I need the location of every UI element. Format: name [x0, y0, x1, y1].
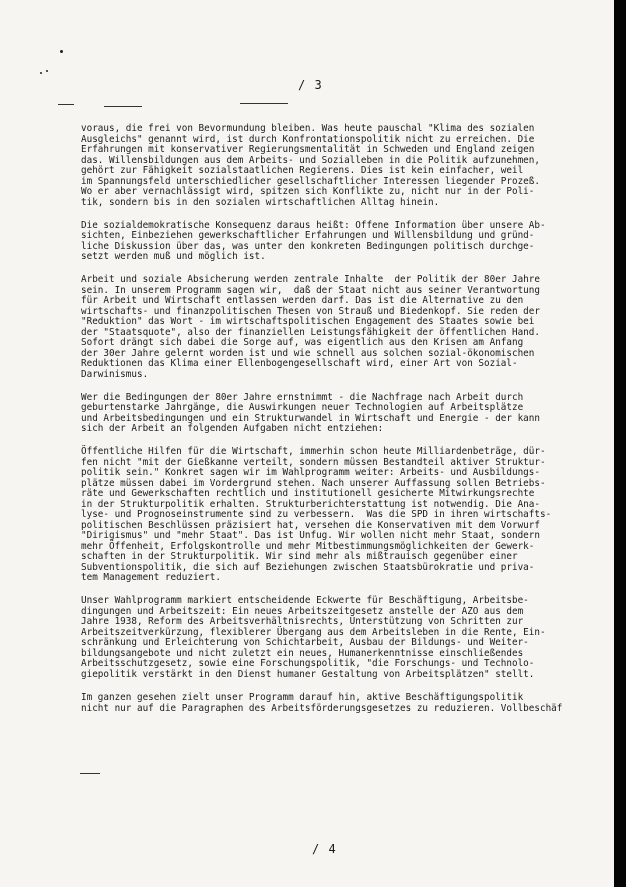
text-line: räte und Gewerkschaften rechtlich und institutionell gesicherte Mitwirkungsrechte: [81, 488, 535, 500]
text-line: schränkung und Erleichterung von Schichtarbeit, Ausbau der Bildungs- und Weiter-: [81, 637, 529, 649]
paragraph: [81, 596, 581, 680]
text-line: voraus, die frei von Bevormundung bleiben. Was heute pauschal "Klima des sozialen: [81, 123, 535, 134]
text-line: Sofort drängt sich dabei die Sorge auf, was eigentlich aus den Krisen am Anfang: [81, 337, 524, 349]
text-line: schaften in der Strukturpolitik. Wir sind mehr als mißtrauisch gegenüber einer: [81, 551, 518, 563]
text-line: Unser Wahlprogramm markiert entscheidende Eckwerte für Beschäftigung, Arbeitsbe-: [81, 595, 529, 607]
scan-speck: [40, 72, 42, 74]
text-line: tem Management reduziert.: [81, 572, 221, 584]
paragraph: [81, 447, 581, 584]
text-line: setzt werden muß und möglich ist.: [81, 251, 266, 263]
text-line: Reduktionen das Klima einer Ellenbogengesellschaft wird, einer Art von Sozial-: [81, 358, 518, 370]
text-line: politik sein." Konkret sagen wir im Wahlprogramm weiter: Arbeits- und Ausbildungs-: [81, 467, 540, 479]
header-rule: [240, 103, 288, 104]
text-line: bildungsangebote und nicht zuletzt ein neues, Humanerkenntnisse einschließendes: [81, 647, 524, 659]
text-line: das. Willensbildungen aus dem Arbeits- und Sozialleben in die Politik aufzunehmen,: [81, 154, 540, 166]
text-line: der 30er Jahre gelernt worden ist und wie schnell aus solchen sozial-ökonomischen: [81, 347, 535, 359]
text-line: politischen Beschlüssen präzisiert hat, versehen die Konservativen mit dem Vorwurf: [81, 519, 540, 531]
scan-edge: [614, 0, 626, 887]
text-line: im Spannungsfeld unterschiedlicher gesellschaftlicher Interessen liegender Prozeß.: [81, 175, 540, 187]
text-line: Arbeit und soziale Absicherung werden zentrale Inhalte der Politik der 80er Jahre: [81, 274, 540, 286]
text-line: für Arbeit und Wirtschaft entlassen werden darf. Das ist die Alternative zu den: [81, 295, 524, 307]
paragraph: [81, 393, 581, 435]
bottom-page-number: / 4: [312, 842, 337, 856]
top-page-number: / 3: [298, 78, 323, 92]
footer-rule: [80, 773, 100, 774]
text-line: Subventionspolitik, die sich auf Beziehungen zwischen Staatsbürokratie und priva-: [81, 561, 535, 573]
text-line: giepolitik verstärkt in den Dienst humaner Gestaltung von Arbeitsplätzen" stellt.: [81, 668, 535, 680]
text-line: sich der Arbeit an folgenden Aufgaben nicht entziehen:: [81, 423, 384, 435]
scan-speck: [60, 50, 63, 53]
header-rule: [104, 106, 142, 107]
text-line: sichten, Einbeziehen gewerkschaftlicher Erfahrungen und Willensbildung und gründ-: [81, 230, 535, 242]
text-line: gehört zur Fähigkeit sozialstaatlichen Regierens. Dies ist kein einfacher, weil: [81, 165, 524, 176]
scan-speck: [46, 70, 48, 72]
text-line: wirtschafts- und finanzpolitischen Thesen von Strauß und Biedenkopf. Sie reden der: [81, 305, 540, 317]
text-line: fen nicht "mit der Gießkanne verteilt, sondern müssen Bestandteil aktiver Struktur-: [81, 456, 546, 468]
text-line: Arbeitsschutzgesetz, sowie eine Forschungspolitik, "die Forschungs- und Technolo-: [81, 658, 535, 670]
text-line: Darwinismus.: [81, 368, 149, 380]
text-line: nicht nur auf die Paragraphen des Arbeitsförderungsgesetzes zu reduzieren. Vollbeschäf: [81, 702, 563, 714]
text-line: Erfahrungen mit konservativer Regierungsmentalität in Schweden und England zeigen: [81, 144, 535, 155]
paragraph: [81, 124, 581, 208]
text-line: sein. In unserem Programm sagen wir, daß der Staat nicht aus seiner Verantwortung: [81, 284, 540, 296]
text-line: mehr Öffenheit, Erfolgskontrolle und mehr Mitbestimmungsmöglichkeiten der Gewerk-: [81, 540, 535, 552]
text-line: dingungen und Arbeitszeit: Ein neues Arbeitszeitgesetz anstelle der AZO aus dem: [81, 605, 524, 617]
text-line: Die sozialdemokratische Konsequenz daraus heißt: Offene Information über unsere Ab-: [81, 219, 546, 231]
text-line: Arbeitszeitverkürzung, flexiblerer Übergang aus dem Arbeitsleben in die Rente, Ein-: [81, 626, 546, 638]
text-line: liche Diskussion über das, was unter den konkreten Bedingungen politisch durchge-: [81, 240, 535, 252]
text-line: tik, sondern bis in den sozialen wirtschaftlichen Alltag hinein.: [81, 196, 440, 208]
text-line: Jahre 1938, Reform des Arbeitsverhältnisrechts, Unterstützung von Schritten zur: [81, 616, 524, 628]
paragraph: [81, 221, 581, 263]
text-line: Wer die Bedingungen der 80er Jahre ernstnimmt - die Nachfrage nach Arbeit durch: [81, 391, 524, 403]
text-line: geburtenstarke Jahrgänge, die Auswirkungen neuer Technologien auf Arbeitsplätze: [81, 402, 524, 414]
header-rule: [58, 104, 74, 105]
text-line: "Reduktion" das Wort - im wirtschaftspolitischen Engagement des Staates sowie bei: [81, 316, 535, 328]
text-line: "Dirigismus" und "mehr Staat". Das ist Unfug. Wir wollen nicht mehr Staat, sondern: [81, 530, 540, 542]
text-line: plätze müssen dabei im Vordergrund stehen. Nach unserer Auffassung sollen Betriebs-: [81, 477, 546, 489]
paragraph: [81, 693, 581, 714]
text-line: und Arbeitsbedingungen und ein Strukturwandel in Wirtschaft und Energie - der kann: [81, 412, 540, 424]
text-line: Wo er aber vernachlässigt wird, spitzen sich Konflikte zu, nicht nur in der Poli-: [81, 186, 535, 197]
text-line: lyse- und Prognoseinstrumente sind zu verbessern. Was die SPD in ihren wirtschafts-: [81, 509, 552, 521]
paragraph: [81, 275, 581, 380]
text-line: Im ganzen gesehen zielt unser Programm darauf hin, aktive Beschäftigungspolitik: [81, 692, 524, 704]
text-line: der "Staatsquote", also der finanziellen Leistungsfähigkeit der öffentlichen Hand.: [81, 326, 540, 338]
text-line: Ausgleichs" genannt wird, ist durch Konfrontationspolitik nicht zu erreichen. Die: [81, 133, 535, 145]
text-line: Öffentliche Hilfen für die Wirtschaft, immerhin schon heute Milliardenbeträge, dür-: [81, 446, 546, 458]
text-line: in der Strukturpolitik erhalten. Strukturberichterstattung ist notwendig. Die Ana-: [81, 498, 540, 510]
body-text: [81, 124, 581, 727]
